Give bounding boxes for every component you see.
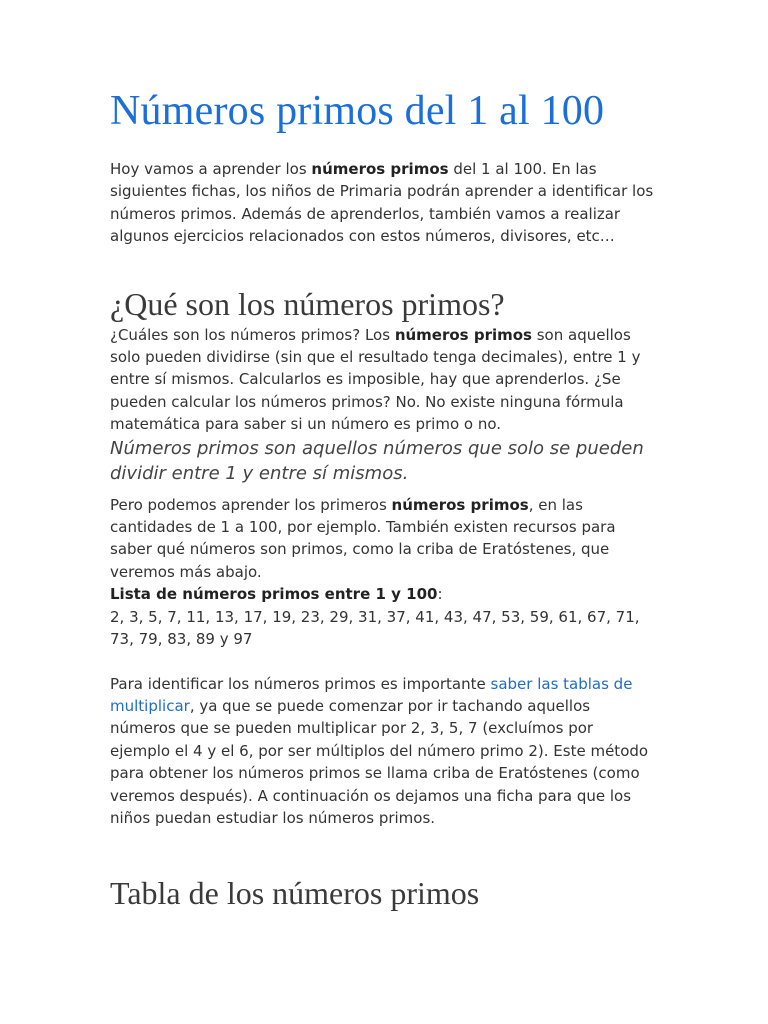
identify-text-end: , ya que se puede comenzar por ir tachando aquellos números que se pueden multiplicar por 2, 3, 5, 7 (excluímos por ejemplo el 4 y el 6, por ser múltiplos del número primo 2). Este método para obtener los números primos se llama criba de Eratóstenes (como veremos después). A continuación os dejamos una ficha para que los niños puedan estudiar los números primos. xyxy=(110,696,649,827)
page-title: Números primos del 1 al 100 xyxy=(110,88,605,134)
section-heading-prime-table: Tabla de los números primos xyxy=(110,875,480,912)
learn-bold-term: números primos xyxy=(391,495,529,514)
section-heading-what-are-primes: ¿Qué son los números primos? xyxy=(110,285,505,322)
definition-quote: Números primos son aquellos números que solo se pueden dividir entre 1 y entre sí mismos. xyxy=(110,437,644,484)
intro-bold-term: números primos xyxy=(311,160,449,178)
article xyxy=(110,84,655,913)
intro-text-start: Hoy vamos a aprender los xyxy=(110,160,312,178)
intro-paragraph xyxy=(110,158,655,248)
definition-text-end: son aquellos solo pueden dividirse (sin que el resultado tenga decimales), entre 1 y entre sí mismos. Calcularlos es imposible, hay que aprenderlos. ¿Se pueden calcular los números primos? No. No existe ninguna fórmula matemática para saber si un número es primo o no. xyxy=(110,325,641,434)
identify-text-start: Para identificar los números primos es importante xyxy=(110,674,491,693)
prime-list-block xyxy=(110,583,655,650)
multiplication-tables-link[interactable]: saber las tablas de multiplicar xyxy=(110,674,633,715)
prime-list-values: 2, 3, 5, 7, 11, 13, 17, 19, 23, 29, 31, 37, 41, 43, 47, 53, 59, 61, 67, 71, 73, 79, 83, 89 y 97 xyxy=(110,607,640,649)
prime-list-colon: : xyxy=(437,585,443,604)
identify-primes-paragraph xyxy=(110,673,655,830)
definition-bold-term: números primos xyxy=(394,325,532,344)
intro-text-end: del 1 al 100. En las siguientes fichas, los niños de Primaria podrán aprender a identificar los números primos. Además de aprenderlos, también vamos a realizar algunos ejercicios relacionados con estos números, divisores, etc… xyxy=(110,160,654,246)
definition-paragraph xyxy=(110,324,655,436)
definition-text-start: ¿Cuáles son los números primos? Los xyxy=(110,325,395,344)
prime-list-label: Lista de números primos entre 1 y 100 xyxy=(110,585,438,604)
learn-primes-paragraph xyxy=(110,494,655,584)
learn-text-start: Pero podemos aprender los primeros xyxy=(110,495,392,514)
learn-text-end: , en las cantidades de 1 a 100, por ejemplo. También existen recursos para saber qué números son primos, como la criba de Eratóstenes, que veremos más abajo. xyxy=(110,495,616,581)
